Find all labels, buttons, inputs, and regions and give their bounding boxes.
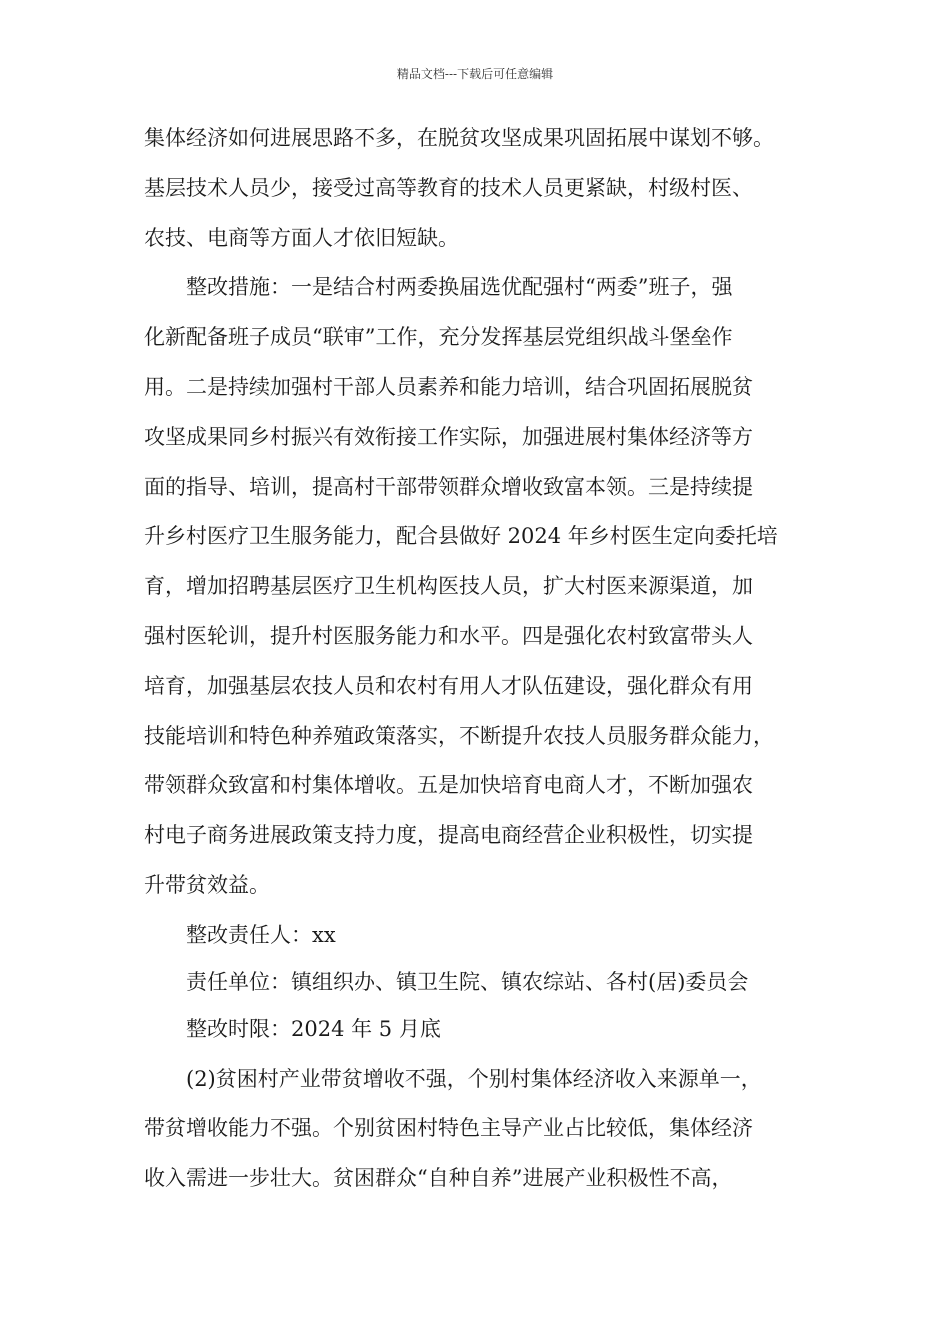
text-line: 农技、电商等方面人才依旧短缺。 [144, 225, 459, 250]
paragraph-rectification-measures [144, 273, 814, 900]
text-line: 面的指导、培训，提高村干部带领群众增收致富本领。三是持续提 [144, 474, 753, 499]
document-body [144, 124, 814, 1193]
text-line: 攻坚成果同乡村振兴有效衔接工作实际，加强进展村集体经济等方 [144, 424, 753, 449]
text-line: 升乡村医疗卫生服务能力，配合县做好 2024 年乡村医生定向委托培 [144, 524, 778, 549]
responsible-person: 整改责任人：xx [186, 922, 336, 947]
text-line: 技能培训和特色种养殖政策落实，不断提升农技人员服务群众能力， [144, 723, 774, 748]
paragraph-item-2 [144, 1065, 814, 1194]
text-line: 用。二是持续加强村干部人员素养和能力培训，结合巩固拓展脱贫 [144, 374, 753, 399]
text-line: 升带贫效益。 [144, 872, 270, 897]
text-line: 培育，加强基层农技人员和农村有用人才队伍建设，强化群众有用 [144, 673, 753, 698]
text-line: (2)贫困村产业带贫增收不强，个别村集体经济收入来源单一， [186, 1066, 762, 1091]
text-line: 带贫增收能力不强。个别贫困村特色主导产业占比较低，集体经济 [144, 1116, 753, 1141]
responsible-units: 责任单位：镇组织办、镇卫生院、镇农综站、各村(居)委员会 [186, 969, 749, 994]
text-line: 带领群众致富和村集体增收。五是加快培育电商人才，不断加强农 [144, 773, 753, 798]
text-line: 村电子商务进展政策支持力度，提高电商经营企业积极性，切实提 [144, 823, 753, 848]
paragraph-1 [144, 124, 814, 253]
text-line: 化新配备班子成员“联审”工作，充分发挥基层党组织战斗堡垒作 [144, 325, 733, 350]
rectification-deadline: 整改时限：2024 年 5 月底 [186, 1016, 441, 1041]
text-line: 基层技术人员少，接受过高等教育的技术人员更紧缺，村级村医、 [144, 175, 753, 200]
text-line: 集体经济如何进展思路不多，在脱贫攻坚成果巩固拓展中谋划不够。 [144, 126, 774, 150]
text-line: 收入需进一步壮大。贫困群众“自种自养”进展产业积极性不高， [144, 1166, 733, 1191]
text-line: 育，增加招聘基层医疗卫生机构医技人员，扩大村医来源渠道，加 [144, 574, 753, 599]
text-line: 整改措施：一是结合村两委换届选优配强村“两委”班子，强 [186, 275, 733, 300]
page-header: 精品文档---下载后可任意编辑 [396, 67, 554, 81]
text-line: 强村医轮训，提升村医服务能力和水平。四是强化农村致富带头人 [144, 623, 753, 648]
